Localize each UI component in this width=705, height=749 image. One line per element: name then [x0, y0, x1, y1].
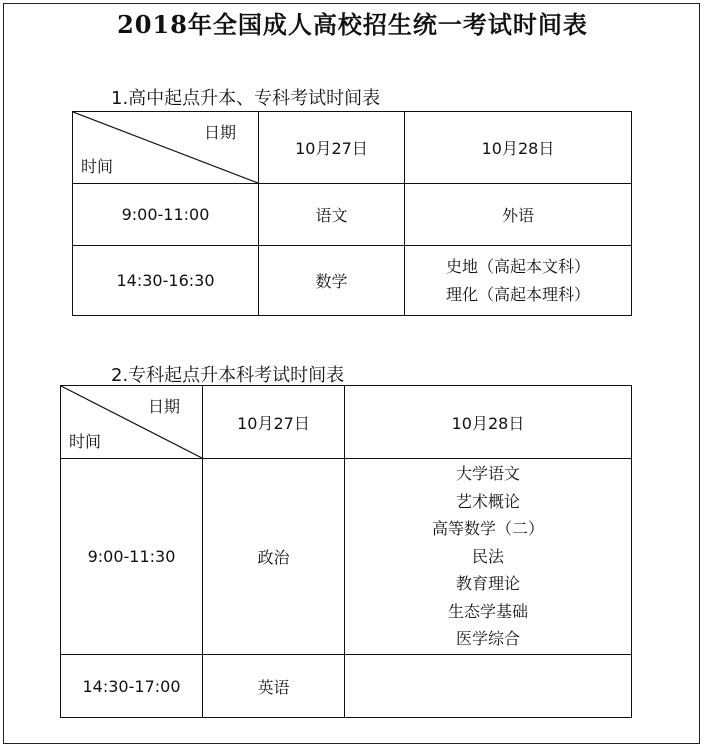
- corner-time-label: 时间: [81, 157, 114, 176]
- subject-item: 大学语文: [455, 464, 520, 484]
- day1-subject: 政治: [203, 459, 345, 655]
- section1-heading: 1.高中起点升本、专科考试时间表: [111, 88, 381, 109]
- column-header-day1: 10月27日: [203, 386, 345, 459]
- table-header-row: [73, 112, 632, 184]
- time-cell: 9:00-11:30: [61, 459, 203, 655]
- corner-date-label: 日期: [147, 397, 180, 416]
- subject-item: 史地（高起本文科）: [445, 257, 590, 276]
- subject-item: 教育理论: [455, 574, 520, 594]
- column-header-day1: 10月27日: [259, 112, 405, 184]
- time-cell: 9:00-11:00: [73, 184, 259, 246]
- schedule-table-1: [72, 111, 632, 316]
- corner-cell: [61, 386, 203, 459]
- subject-item: 高等数学（二）: [431, 519, 544, 539]
- day1-subject: 语文: [259, 184, 405, 246]
- table-row: [73, 246, 632, 316]
- subject-item: 理化（高起本理科）: [445, 284, 590, 304]
- table-row: [61, 459, 632, 655]
- table-row: [61, 655, 632, 718]
- subject-item: 民法: [471, 546, 504, 566]
- corner-date-label: 日期: [203, 123, 236, 142]
- column-header-day2: 10月28日: [405, 112, 632, 184]
- time-cell: 14:30-16:30: [73, 246, 259, 316]
- corner-time-label: 时间: [69, 432, 102, 451]
- day2-subjects: [345, 459, 632, 655]
- time-cell: 14:30-17:00: [61, 655, 203, 718]
- subject-item: 艺术概论: [455, 491, 520, 511]
- corner-cell: [73, 112, 259, 184]
- day1-subject: 数学: [259, 246, 405, 316]
- day2-subject-empty: [345, 655, 632, 718]
- subject-item: 生态学基础: [447, 601, 528, 621]
- subject-item: 医学综合: [455, 629, 520, 649]
- day2-subjects: [405, 246, 632, 316]
- day1-subject: 英语: [203, 655, 345, 718]
- table-header-row: [61, 386, 632, 459]
- day2-subject: 外语: [405, 184, 632, 246]
- section2-heading: 2.专科起点升本科考试时间表: [111, 365, 345, 386]
- table-row: [73, 184, 632, 246]
- column-header-day2: 10月28日: [345, 386, 632, 459]
- schedule-table-2: [60, 385, 632, 718]
- page-title: 2018年全国成人高校招生统一考试时间表: [117, 10, 588, 39]
